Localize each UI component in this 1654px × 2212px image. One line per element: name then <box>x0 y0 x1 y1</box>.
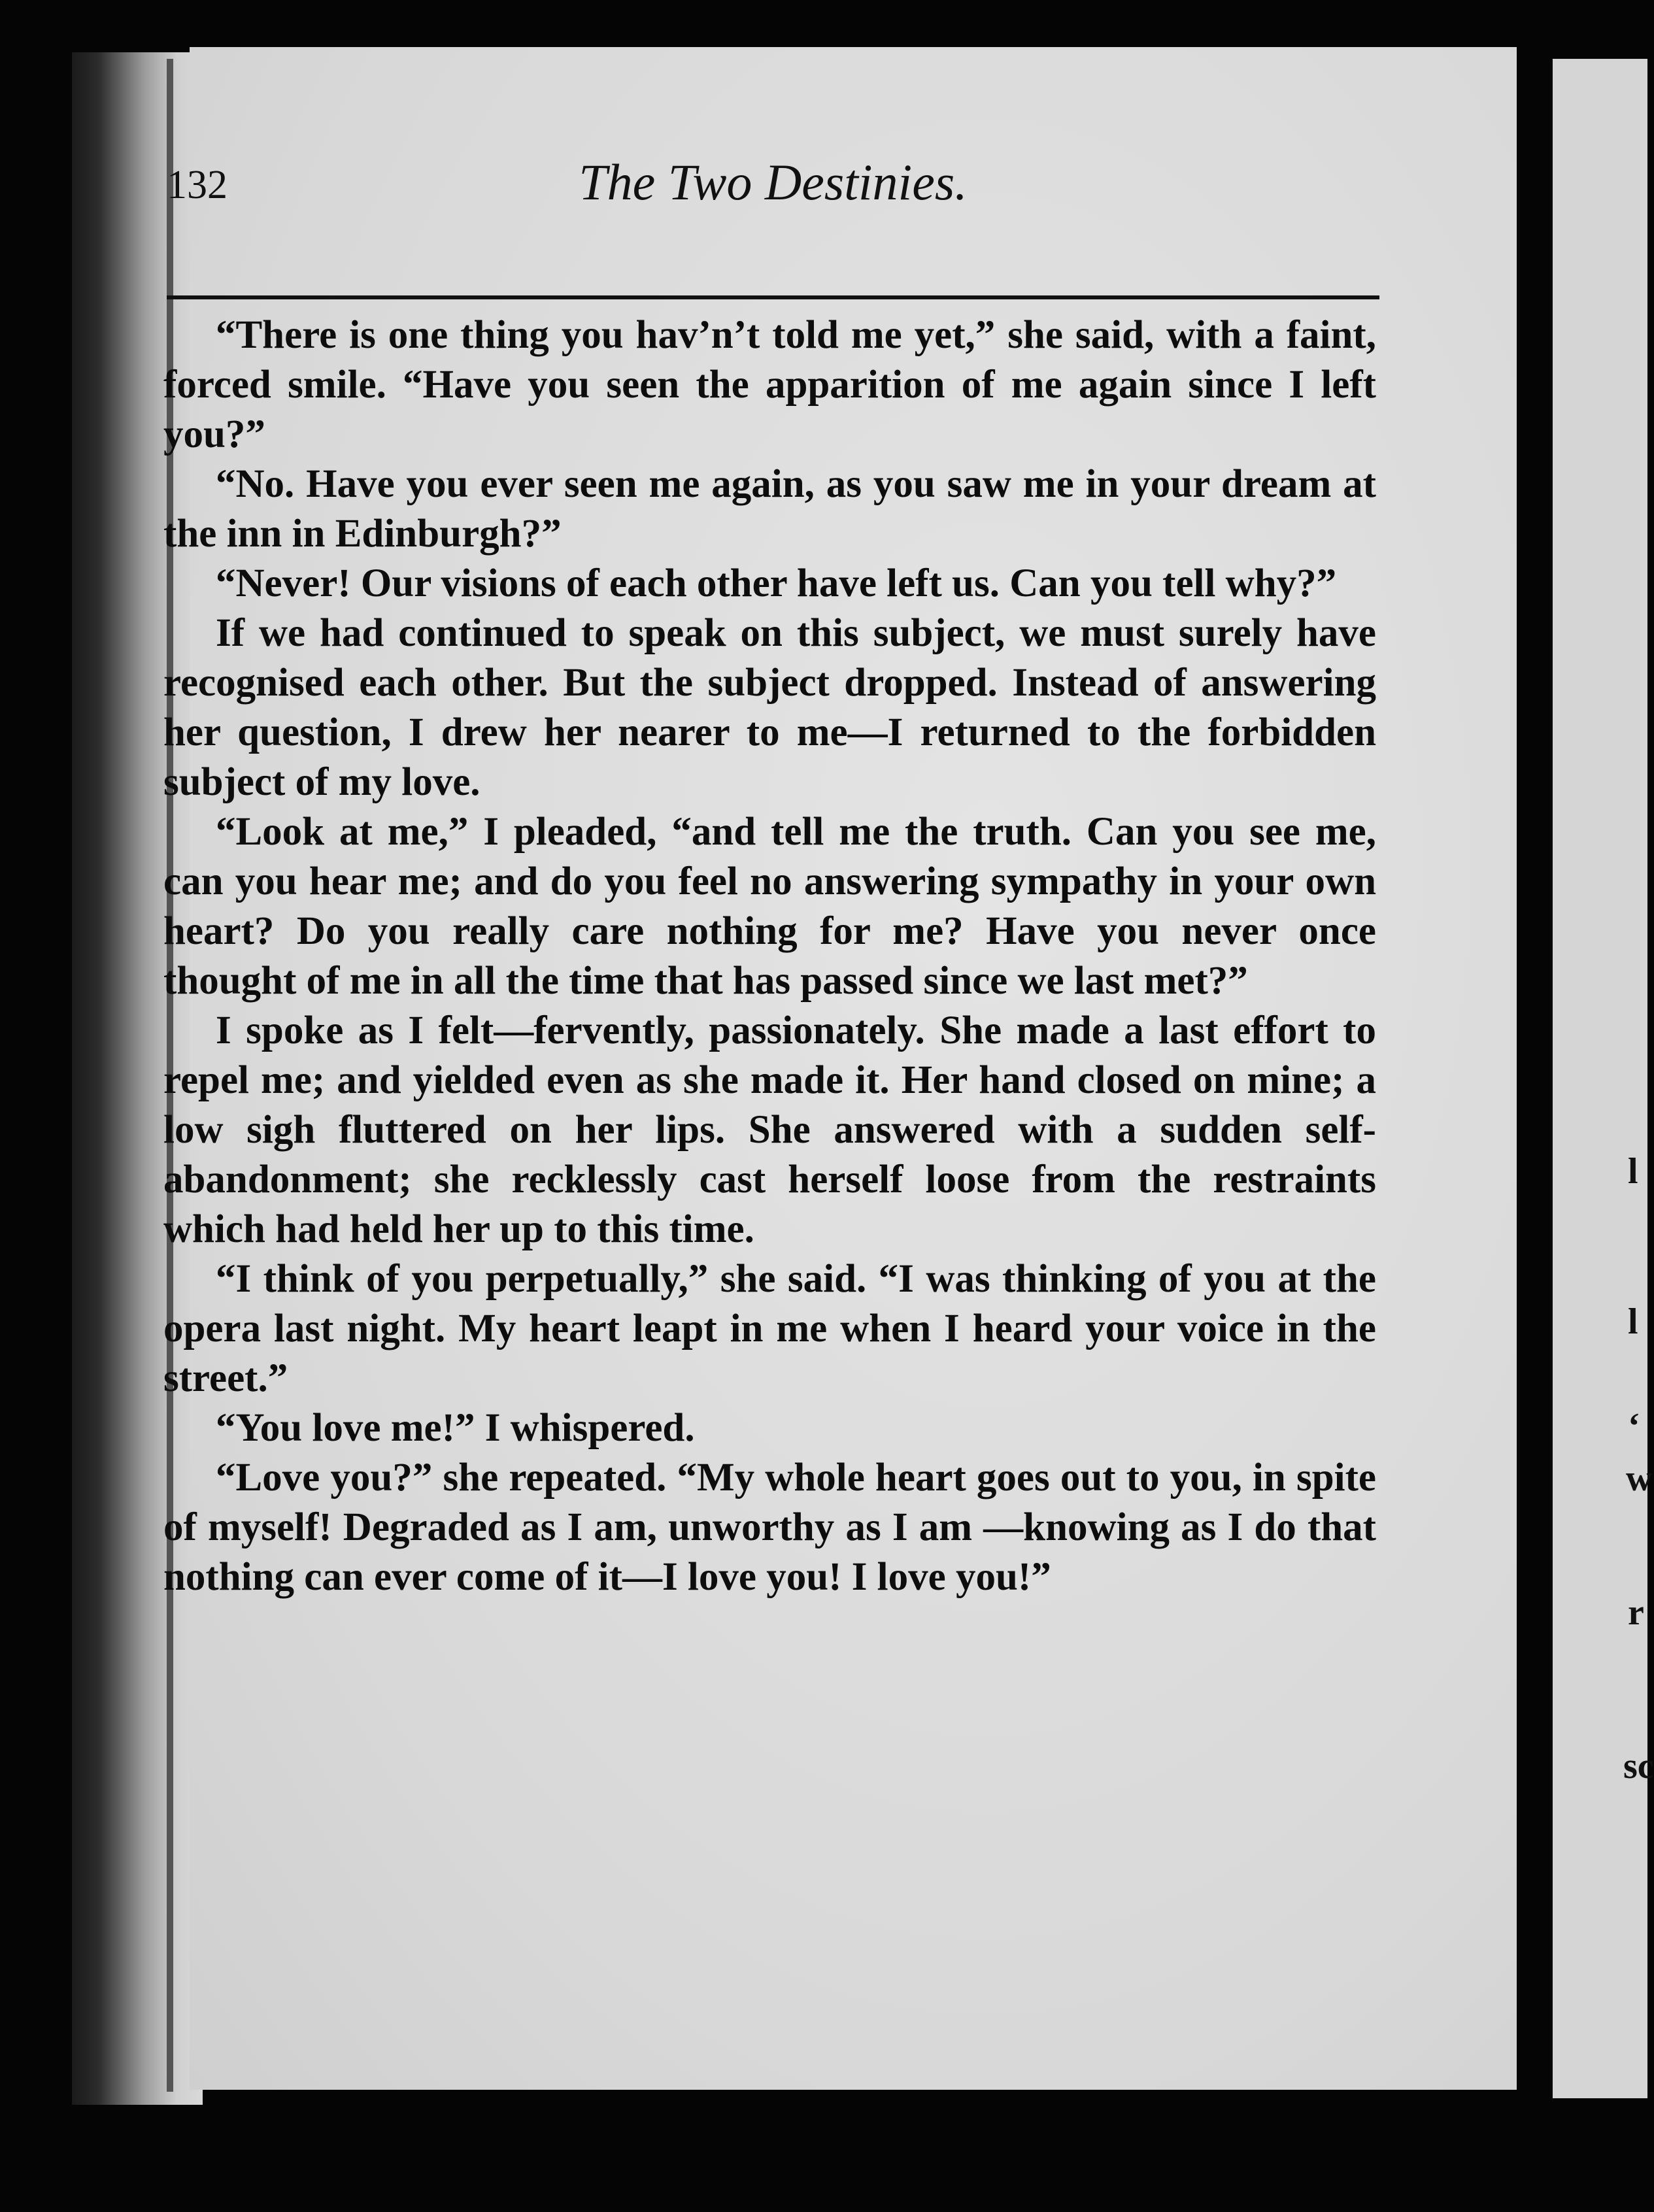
paragraph: “You love me!” I whispered. <box>216 1406 695 1450</box>
paragraph: “Look at me,” I pleaded, “and tell me the truth. Can you see me, can you hear me; and do you feel no answering sympathy in your own heart? Do you really care nothing for me? Have you never once thought of me in all the time that has passed since we last met?” <box>163 810 1376 1003</box>
body-text <box>163 310 1376 1602</box>
facing-page <box>1553 59 1654 2098</box>
running-title: The Two Destinies. <box>579 154 968 210</box>
facing-page-fragment: l <box>1628 1301 1638 1342</box>
header-rule <box>167 295 1379 299</box>
paragraph: “There is one thing you hav’n’t told me yet,” she said, with a faint, forced smile. “Have you seen the apparition of me again since I left you?” <box>163 313 1376 456</box>
paragraph: “I think of you perpetually,” she said. “I was thinking of you at the opera last night. My heart leapt in me when I heard your voice in the street.” <box>163 1257 1376 1400</box>
paragraph: If we had continued to speak on this subject, we must surely have recognised each other. But the subject dropped. Instead of answering her question, I drew her nearer to me—I returned to the forbidden subject of my love. <box>163 611 1376 804</box>
page-header <box>167 149 1379 227</box>
facing-page-fragment: ‘ <box>1628 1406 1640 1447</box>
paragraph: I spoke as I felt—fervently, passionately. She made a last effort to repel me; and yielded even as she made it. Her hand closed on mine; a low sigh fluttered on her lips. She answered with a sudden self-abandonment; she recklessly cast herself loose from the restraints which had held her up to this time. <box>163 1009 1376 1251</box>
facing-page-fragment: r <box>1628 1592 1644 1633</box>
paragraph: “No. Have you ever seen me again, as you saw me in your dream at the inn in Edinburgh?” <box>163 462 1376 556</box>
facing-page-fragment: l <box>1628 1151 1638 1192</box>
page-number: 132 <box>167 163 228 207</box>
paragraph: “Love you?” she repeated. “My whole heart goes out to you, in spite of myself! Degraded as I am, unworthy as I am —knowing as I do that nothing can ever come of it—I love you! I love you!” <box>163 1456 1376 1599</box>
paragraph: “Never! Our visions of each other have left us. Can you tell why?” <box>216 561 1337 605</box>
facing-page-fragment: w <box>1626 1458 1653 1499</box>
facing-page-fragment: sc <box>1623 1746 1654 1786</box>
